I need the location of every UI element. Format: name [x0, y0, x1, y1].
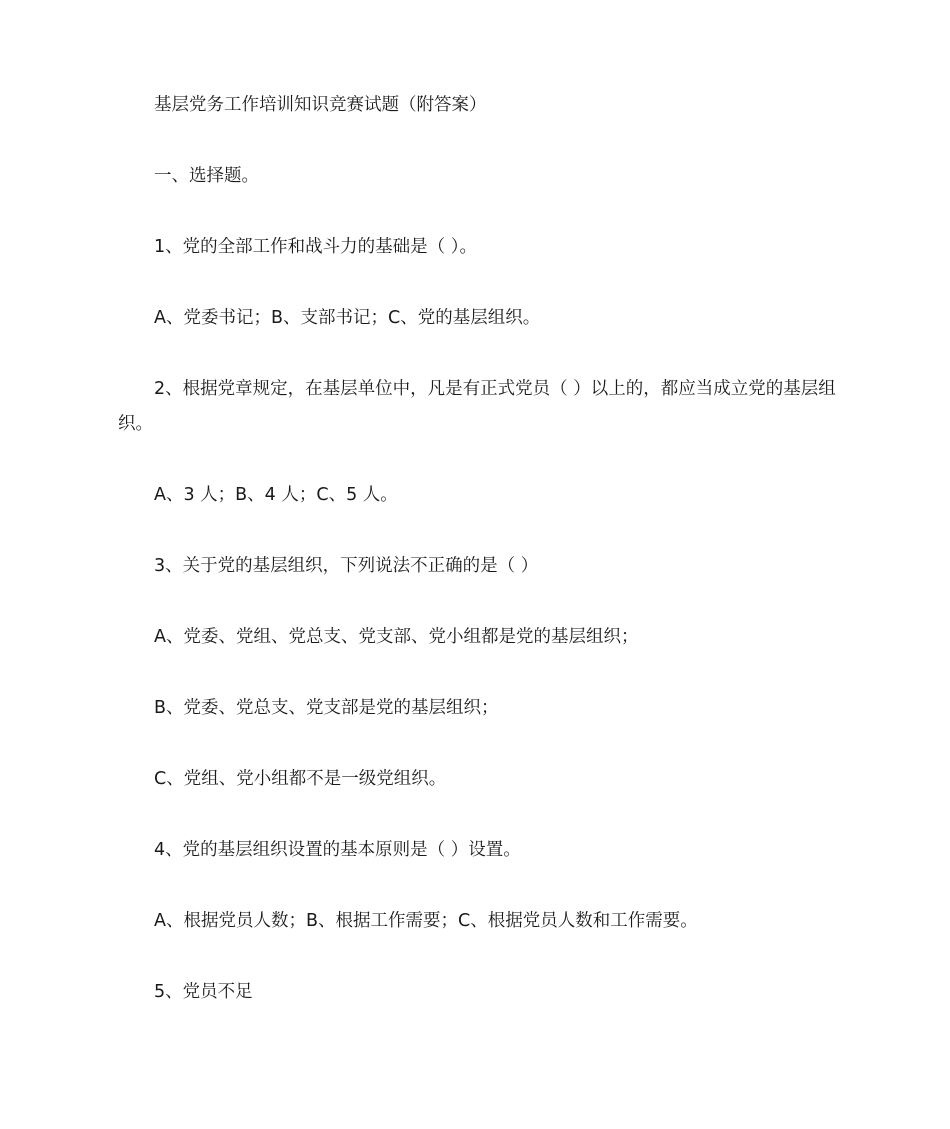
question-2-stem: 2、根据党章规定，在基层单位中，凡是有正式党员（ ）以上的，都应当成立党的基层组织。: [118, 379, 836, 434]
question-1-stem: 1、党的全部工作和战斗力的基础是（ ）。: [154, 237, 477, 257]
question-3-option-b: B、党委、党总支、党支部是党的基层组织；: [154, 698, 499, 718]
question-3-option-a: A、党委、党组、党总支、党支部、党小组都是党的基层组织；: [154, 627, 639, 647]
question-3-option-c: C、党组、党小组都不是一级党组织。: [154, 769, 447, 789]
question-4-stem: 4、党的基层组织设置的基本原则是（ ）设置。: [154, 840, 521, 860]
question-3-stem: 3、关于党的基层组织，下列说法不正确的是（ ）: [154, 556, 539, 576]
document-title: 基层党务工作培训知识竞赛试题（附答案）: [154, 95, 487, 115]
document-body: [118, 88, 838, 1046]
question-2-options: A、3 人；B、4 人；C、5 人。: [154, 485, 398, 505]
question-4-options: A、根据党员人数；B、根据工作需要；C、根据党员人数和工作需要。: [154, 911, 698, 931]
section-heading: 一、选择题。: [154, 166, 259, 186]
question-5-stem: 5、党员不足: [154, 982, 253, 1002]
question-1-options: A、党委书记；B、支部书记；C、党的基层组织。: [154, 308, 541, 328]
